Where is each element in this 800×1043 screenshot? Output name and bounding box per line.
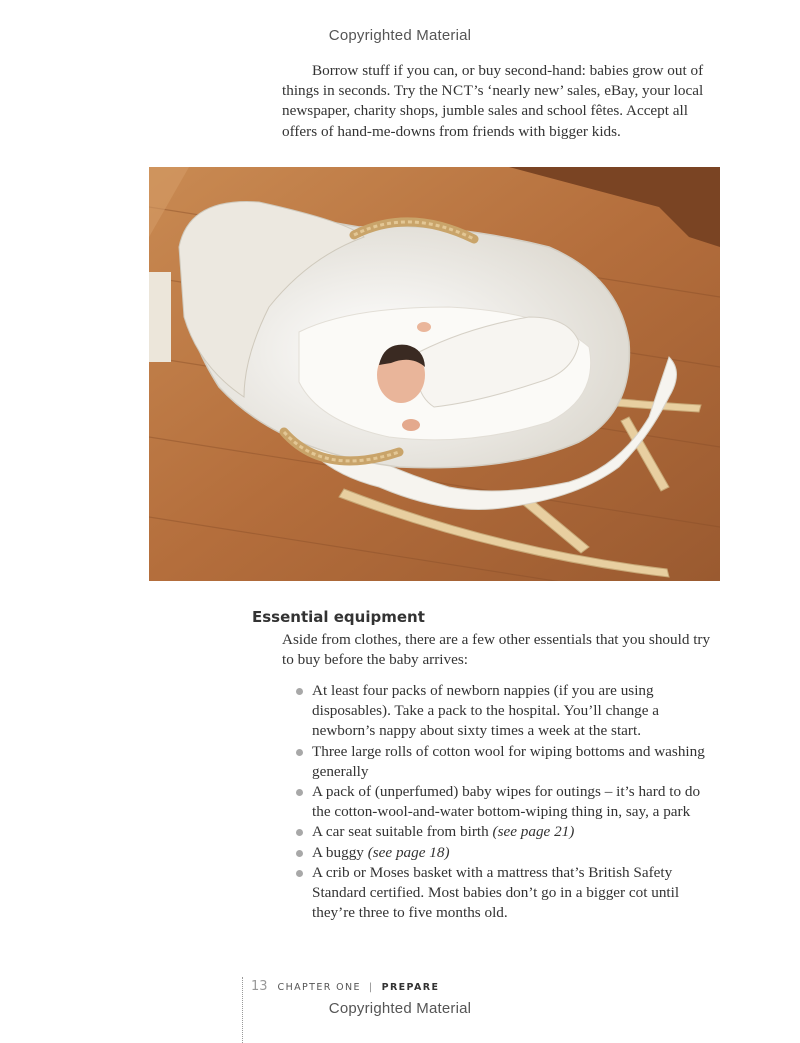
footer-section: PREPARE: [381, 982, 440, 993]
bullet-icon: [296, 789, 303, 796]
intro-text-start: Borrow stuff if you can, or buy second-hand: babies grow out of things in seconds. Try the: [282, 62, 704, 100]
list-item-ref: (see page 21): [492, 823, 575, 841]
watermark-bottom: Copyrighted Material: [328, 1000, 472, 1017]
section-lead: Aside from clothes, there are a few other essentials that you should try to buy before the baby arrives:: [282, 631, 711, 669]
bullet-icon: [296, 749, 303, 756]
list-item-ref: (see page 18): [367, 843, 450, 861]
watermark-top: Copyrighted Material: [328, 27, 472, 44]
footer-separator: |: [368, 982, 374, 993]
intro-acronym: NCT: [441, 82, 474, 100]
list-item: [296, 822, 716, 842]
list-item-text: Three large rolls of cotton wool for wiping bottoms and washing generally: [312, 742, 705, 780]
equipment-list: [296, 681, 716, 923]
bullet-icon: [296, 870, 303, 877]
page-footer: [251, 979, 439, 994]
bullet-icon: [296, 688, 303, 695]
page-number: 13: [251, 979, 268, 994]
list-item: [296, 742, 716, 782]
list-item-text: A crib or Moses basket with a mattress that’s British Safety Standard certified. Most babies don’t go in a bigger cot until they’re three to five months old.: [312, 863, 680, 922]
intro-paragraph: [282, 61, 714, 142]
list-item-text: At least four packs of newborn nappies (if you are using disposables). Take a pack to the hospital. You’ll change a newborn’s nappy about sixty times a week at the start.: [312, 682, 660, 740]
list-item-text: A car seat suitable from birth: [312, 823, 493, 841]
list-item-text: A pack of (unperfumed) baby wipes for outings – it’s hard to do the cotton-wool-and-water bottom-wiping thing in, say, a park: [312, 783, 701, 821]
bullet-icon: [296, 829, 303, 836]
list-item-text: A buggy: [312, 843, 368, 861]
list-item: [296, 863, 716, 924]
intro-text-end: ’s ‘nearly new’ sales, eBay, your local newspaper, charity shops, jumble sales and school fêtes. Accept all offers of hand-me-downs from friends with bigger kids.: [282, 82, 704, 140]
section-heading: Essential equipment: [252, 608, 425, 626]
list-item: [296, 843, 716, 863]
bullet-icon: [296, 850, 303, 857]
list-item: [296, 681, 716, 742]
footer-chapter: CHAPTER ONE: [277, 982, 361, 993]
list-item: [296, 782, 716, 822]
moses-basket-photo: [149, 167, 720, 581]
